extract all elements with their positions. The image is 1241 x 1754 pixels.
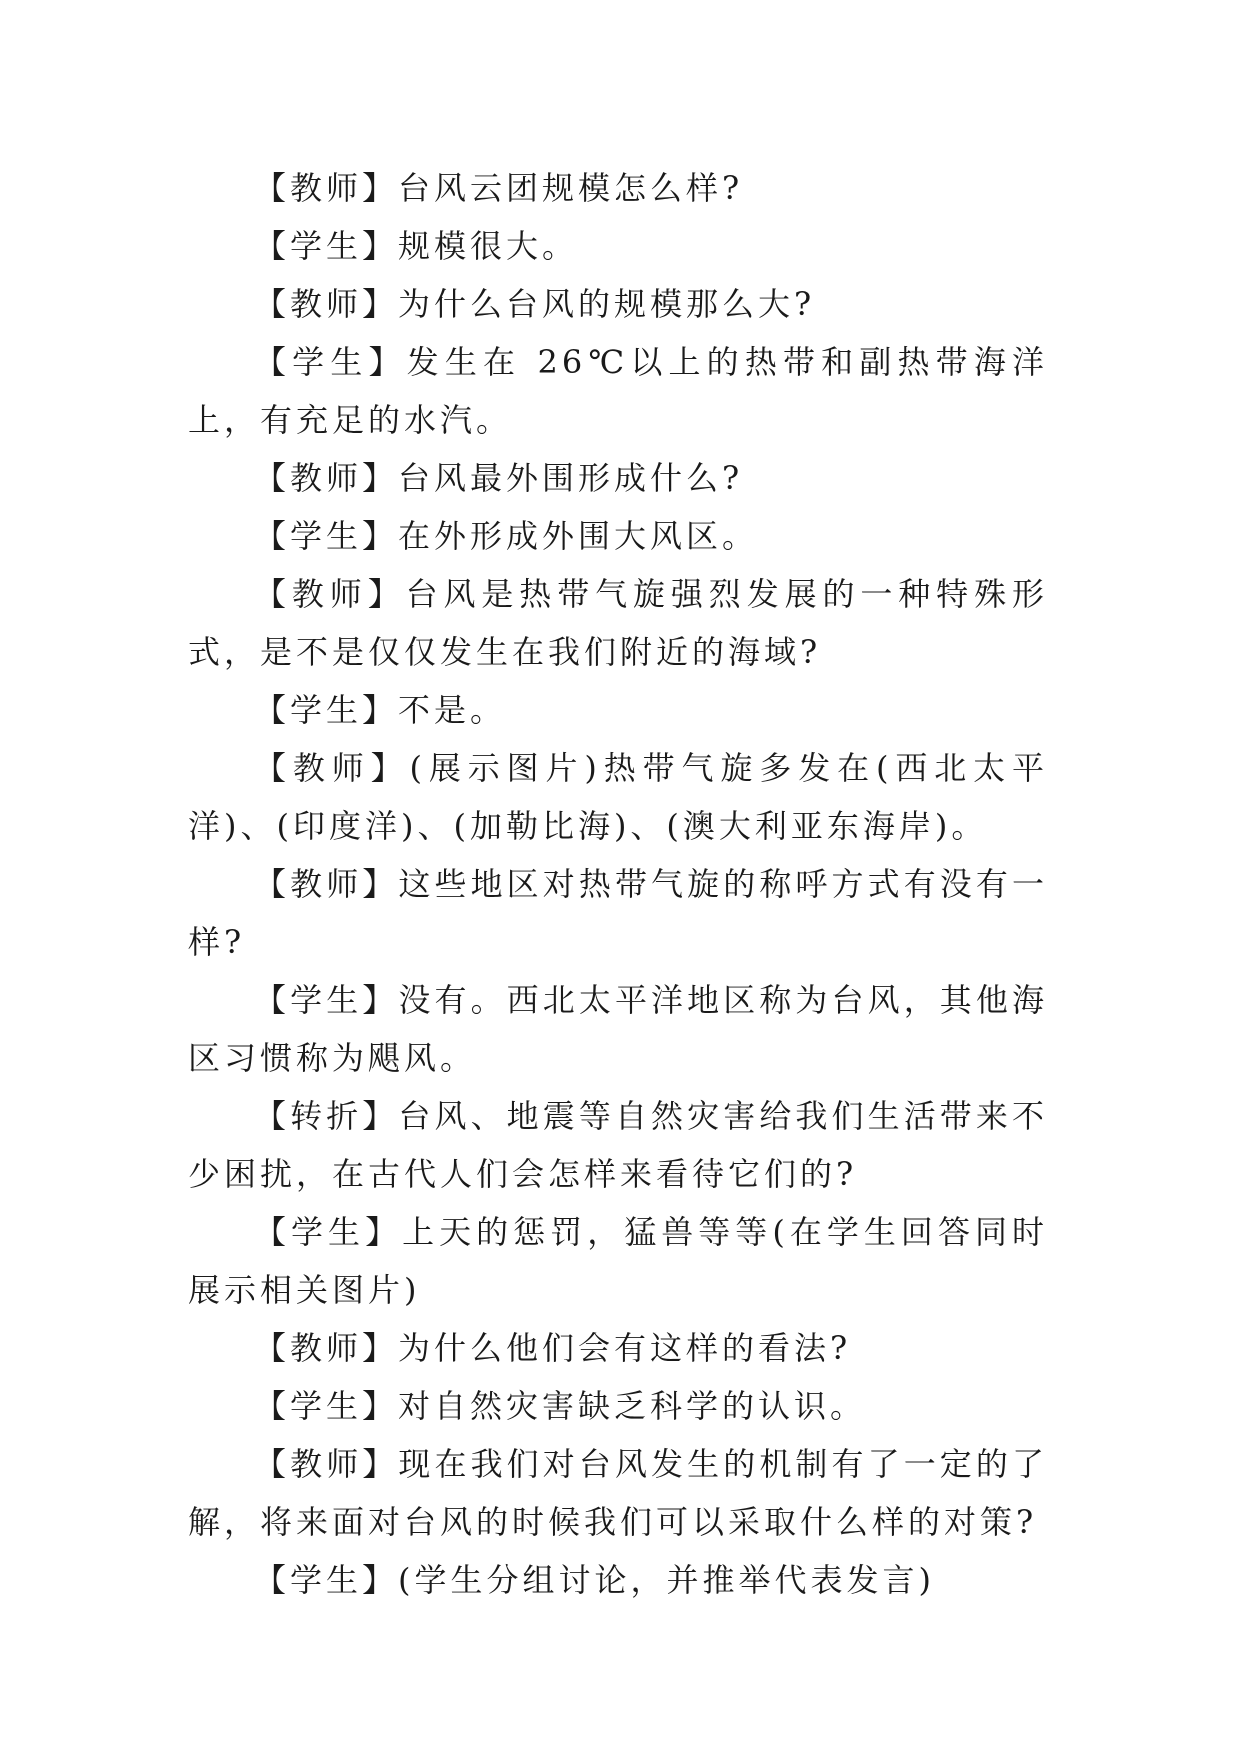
paragraph-8: 【学生】不是。 bbox=[254, 691, 507, 729]
paragraph-14: 【教师】为什么他们会有这样的看法? bbox=[254, 1329, 852, 1367]
paragraph-4: 【学生】发生在 26℃以上的热带和副热带海洋上，有充足的水汽。 bbox=[188, 343, 1048, 439]
paragraph-13: 【学生】上天的惩罚，猛兽等等(在学生回答同时展示相关图片) bbox=[188, 1213, 1048, 1309]
paragraph-12: 【转折】台风、地震等自然灾害给我们生活带来不少困扰，在古代人们会怎样来看待它们的? bbox=[188, 1097, 1048, 1193]
paragraph-10: 【教师】这些地区对热带气旋的称呼方式有没有一样? bbox=[188, 865, 1048, 961]
paragraph-11: 【学生】没有。西北太平洋地区称为台风，其他海区习惯称为飓风。 bbox=[188, 981, 1048, 1077]
paragraph-9: 【教师】(展示图片)热带气旋多发在(西北太平洋)、(印度洋)、(加勒比海)、(澳大利亚东海岸)。 bbox=[188, 749, 1048, 845]
paragraph-3: 【教师】为什么台风的规模那么大? bbox=[254, 285, 816, 323]
dialogue-text bbox=[188, 159, 1048, 1609]
paragraph-16: 【教师】现在我们对台风发生的机制有了一定的了解，将来面对台风的时候我们可以采取什么样的对策? bbox=[188, 1445, 1048, 1541]
paragraph-2: 【学生】规模很大。 bbox=[254, 227, 579, 265]
paragraph-1: 【教师】台风云团规模怎么样? bbox=[254, 169, 744, 207]
paragraph-17: 【学生】(学生分组讨论，并推举代表发言) bbox=[254, 1561, 935, 1599]
paragraph-5: 【教师】台风最外围形成什么? bbox=[254, 459, 744, 497]
paragraph-7: 【教师】台风是热带气旋强烈发展的一种特殊形式，是不是仅仅发生在我们附近的海域? bbox=[188, 575, 1048, 671]
paragraph-6: 【学生】在外形成外围大风区。 bbox=[254, 517, 759, 555]
paragraph-15: 【学生】对自然灾害缺乏科学的认识。 bbox=[254, 1387, 867, 1425]
